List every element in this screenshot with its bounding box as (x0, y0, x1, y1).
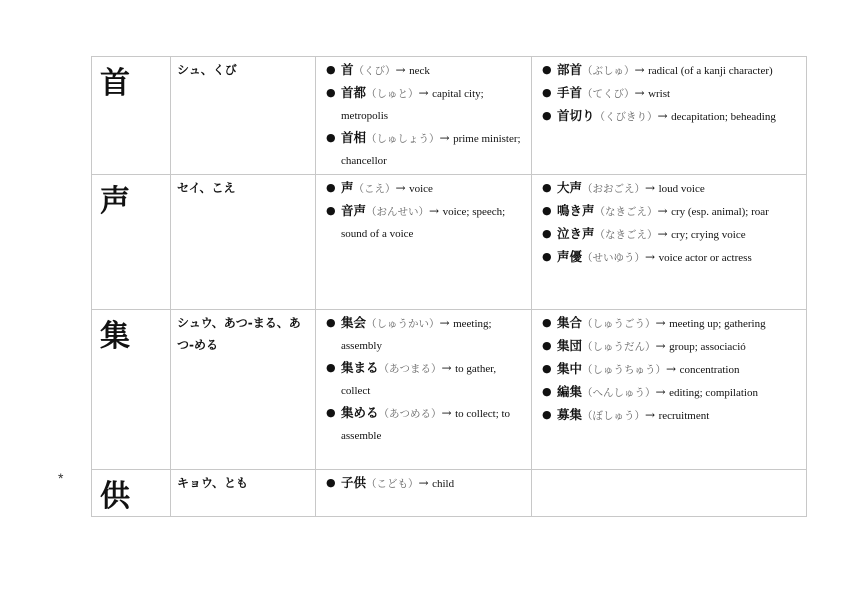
vocabulary-cell-right-empty (532, 470, 807, 517)
vocab-term: 首切り (557, 108, 595, 123)
vocab-gloss: radical (of a kanji character) (648, 65, 773, 77)
vocab-gloss: cry (esp. animal); roar (671, 206, 769, 218)
list-item (532, 223, 800, 246)
vocab-gloss: prime minister; chancellor (341, 133, 521, 167)
table-row (92, 175, 807, 310)
vocab-gloss: meeting; assembly (341, 318, 492, 352)
vocab-kana: （てくび） (582, 88, 635, 100)
bullet-icon: ● (542, 250, 552, 263)
kanji-readings: シュ、くび (177, 63, 237, 77)
vocab-gloss: to collect; to assemble (341, 408, 511, 442)
kanji-character: 首 (100, 66, 130, 101)
vocab-term: 首相 (341, 130, 367, 145)
list-item (316, 177, 525, 200)
vocab-gloss: group; associació (669, 341, 746, 353)
vocab-term: 募集 (557, 407, 583, 422)
vocab-kana: （こども） (366, 478, 419, 490)
vocab-kana: （ぶしゅ） (582, 65, 635, 77)
vocab-gloss: editing; compilation (669, 387, 758, 399)
vocab-term: 鳴き声 (557, 203, 595, 218)
vocab-term: 集まる (341, 360, 379, 375)
kanji-character: 集 (100, 319, 130, 354)
list-item (532, 59, 800, 82)
bullet-icon: ● (542, 86, 552, 99)
vocab-gloss: concentration (679, 364, 740, 376)
vocab-kana: （しゅと） (366, 88, 419, 100)
reading-cell (171, 310, 316, 470)
arrow-icon: → (439, 131, 450, 145)
vocab-kana: （しゅうかい） (366, 318, 440, 330)
bullet-icon: ● (326, 361, 336, 374)
vocab-term: 首都 (341, 85, 367, 100)
arrow-icon: → (655, 385, 666, 399)
vocab-gloss: voice; speech; sound of a voice (341, 206, 506, 240)
vocab-gloss: cry; crying voice (671, 229, 746, 241)
vocab-term: 編集 (557, 384, 583, 399)
bullet-icon: ● (542, 227, 552, 240)
list-item (532, 246, 800, 269)
vocab-kana: （しゅうちゅう） (582, 364, 667, 376)
vocabulary-cell-right (532, 310, 807, 470)
bullet-icon: ● (542, 63, 552, 76)
arrow-icon: → (645, 250, 656, 264)
arrow-icon: → (634, 63, 645, 77)
vocab-kana: （くび） (353, 65, 396, 77)
arrow-icon: → (418, 476, 429, 490)
list-item (532, 312, 800, 335)
vocab-term: 音声 (341, 203, 367, 218)
kanji-cell (92, 175, 171, 310)
arrow-icon: → (439, 316, 450, 330)
bullet-icon: ● (326, 86, 336, 99)
vocabulary-cell-right (532, 57, 807, 175)
list-item (532, 200, 800, 223)
kanji-readings: セイ、こえ (177, 181, 236, 195)
vocab-gloss: loud voice (658, 183, 705, 195)
vocab-gloss: child (432, 478, 455, 490)
bullet-icon: ● (542, 362, 552, 375)
list-item (532, 358, 800, 381)
bullet-icon: ● (542, 109, 552, 122)
table-row (92, 57, 807, 175)
arrow-icon: → (655, 339, 666, 353)
vocab-term: 泣き声 (557, 226, 595, 241)
bullet-icon: ● (326, 131, 336, 144)
vocab-gloss: meeting up; gathering (669, 318, 766, 330)
arrow-icon: → (395, 63, 406, 77)
list-item (316, 402, 525, 447)
vocab-kana: （へんしゅう） (582, 387, 656, 399)
vocab-term: 部首 (557, 62, 583, 77)
vocabulary-cell-left (316, 310, 532, 470)
table-row (92, 470, 807, 517)
bullet-icon: ● (542, 316, 552, 329)
vocabulary-list (532, 175, 806, 271)
bullet-icon: ● (542, 385, 552, 398)
arrow-icon: → (429, 204, 440, 218)
table-row (92, 310, 807, 470)
kanji-readings: シュウ、あつ-まる、あつ-める (177, 316, 301, 352)
bullet-icon: ● (542, 204, 552, 217)
vocabulary-cell-left (316, 470, 532, 517)
vocab-gloss: wrist (648, 88, 671, 100)
list-item (532, 404, 800, 427)
vocab-term: 集団 (557, 338, 583, 353)
arrow-icon: → (657, 204, 668, 218)
kanji-readings: キョウ、とも (177, 476, 249, 490)
arrow-icon: → (634, 86, 645, 100)
list-item (316, 200, 525, 245)
vocabulary-cell-right (532, 175, 807, 310)
vocabulary-list (316, 470, 531, 497)
vocab-kana: （こえ） (353, 183, 396, 195)
bullet-icon: ● (326, 63, 336, 76)
vocab-kana: （せいゆう） (582, 252, 646, 264)
bullet-icon: ● (542, 181, 552, 194)
list-item (532, 177, 800, 200)
vocab-gloss: capital city; metropolis (341, 88, 484, 122)
vocab-kana: （なきごえ） (594, 229, 658, 241)
vocab-term: 集会 (341, 315, 367, 330)
row-marker-asterisk: * (58, 470, 64, 486)
vocabulary-cell-left (316, 175, 532, 310)
list-item (316, 82, 525, 127)
vocab-term: 大声 (557, 180, 583, 195)
vocab-term: 集中 (557, 361, 583, 376)
list-item (316, 312, 525, 357)
arrow-icon: → (418, 86, 429, 100)
arrow-icon: → (441, 406, 452, 420)
vocabulary-list (532, 310, 806, 429)
list-item (532, 381, 800, 404)
kanji-character: 声 (100, 184, 130, 219)
vocab-gloss: to gather, collect (341, 363, 497, 397)
bullet-icon: ● (542, 339, 552, 352)
vocab-term: 声優 (557, 249, 583, 264)
bullet-icon: ● (326, 316, 336, 329)
bullet-icon: ● (542, 408, 552, 421)
vocab-term: 首 (341, 62, 354, 77)
vocab-term: 声 (341, 180, 354, 195)
list-item (316, 472, 525, 495)
reading-cell (171, 175, 316, 310)
list-item (532, 82, 800, 105)
arrow-icon: → (645, 181, 656, 195)
arrow-icon: → (655, 316, 666, 330)
vocab-term: 子供 (341, 475, 367, 490)
list-item (532, 335, 800, 358)
list-item (316, 127, 525, 172)
vocab-gloss: neck (409, 65, 430, 77)
arrow-icon: → (657, 227, 668, 241)
arrow-icon: → (395, 181, 406, 195)
vocab-kana: （あつめる） (378, 408, 442, 420)
arrow-icon: → (441, 361, 452, 375)
bullet-icon: ● (326, 181, 336, 194)
vocab-term: 手首 (557, 85, 583, 100)
vocabulary-list (316, 175, 531, 247)
vocab-kana: （あつまる） (378, 363, 442, 375)
kanji-cell (92, 57, 171, 175)
vocab-term: 集める (341, 405, 379, 420)
kanji-vocabulary-table (91, 56, 807, 517)
arrow-icon: → (666, 362, 677, 376)
kanji-character: 供 (100, 479, 130, 514)
vocab-kana: （ぼしゅう） (582, 410, 646, 422)
vocab-gloss: decapitation; beheading (671, 111, 776, 123)
vocab-gloss: recruitment (658, 410, 710, 422)
vocabulary-list (316, 310, 531, 449)
vocab-kana: （しゅしょう） (366, 133, 440, 145)
arrow-icon: → (645, 408, 656, 422)
reading-cell (171, 57, 316, 175)
reading-cell (171, 470, 316, 517)
vocab-kana: （くびきり） (594, 111, 658, 123)
vocab-kana: （しゅうだん） (582, 341, 656, 353)
vocab-kana: （なきごえ） (594, 206, 658, 218)
vocab-gloss: voice actor or actress (658, 252, 752, 264)
vocabulary-list (316, 57, 531, 174)
vocab-gloss: voice (409, 183, 433, 195)
list-item (316, 59, 525, 82)
list-item (316, 357, 525, 402)
vocab-term: 集合 (557, 315, 583, 330)
vocab-kana: （おんせい） (366, 206, 430, 218)
kanji-cell (92, 470, 171, 517)
kanji-cell (92, 310, 171, 470)
vocabulary-cell-left (316, 57, 532, 175)
vocab-kana: （しゅうごう） (582, 318, 656, 330)
list-item (532, 105, 800, 128)
bullet-icon: ● (326, 476, 336, 489)
vocab-kana: （おおごえ） (582, 183, 646, 195)
bullet-icon: ● (326, 204, 336, 217)
bullet-icon: ● (326, 406, 336, 419)
arrow-icon: → (657, 109, 668, 123)
vocabulary-list (532, 57, 806, 130)
